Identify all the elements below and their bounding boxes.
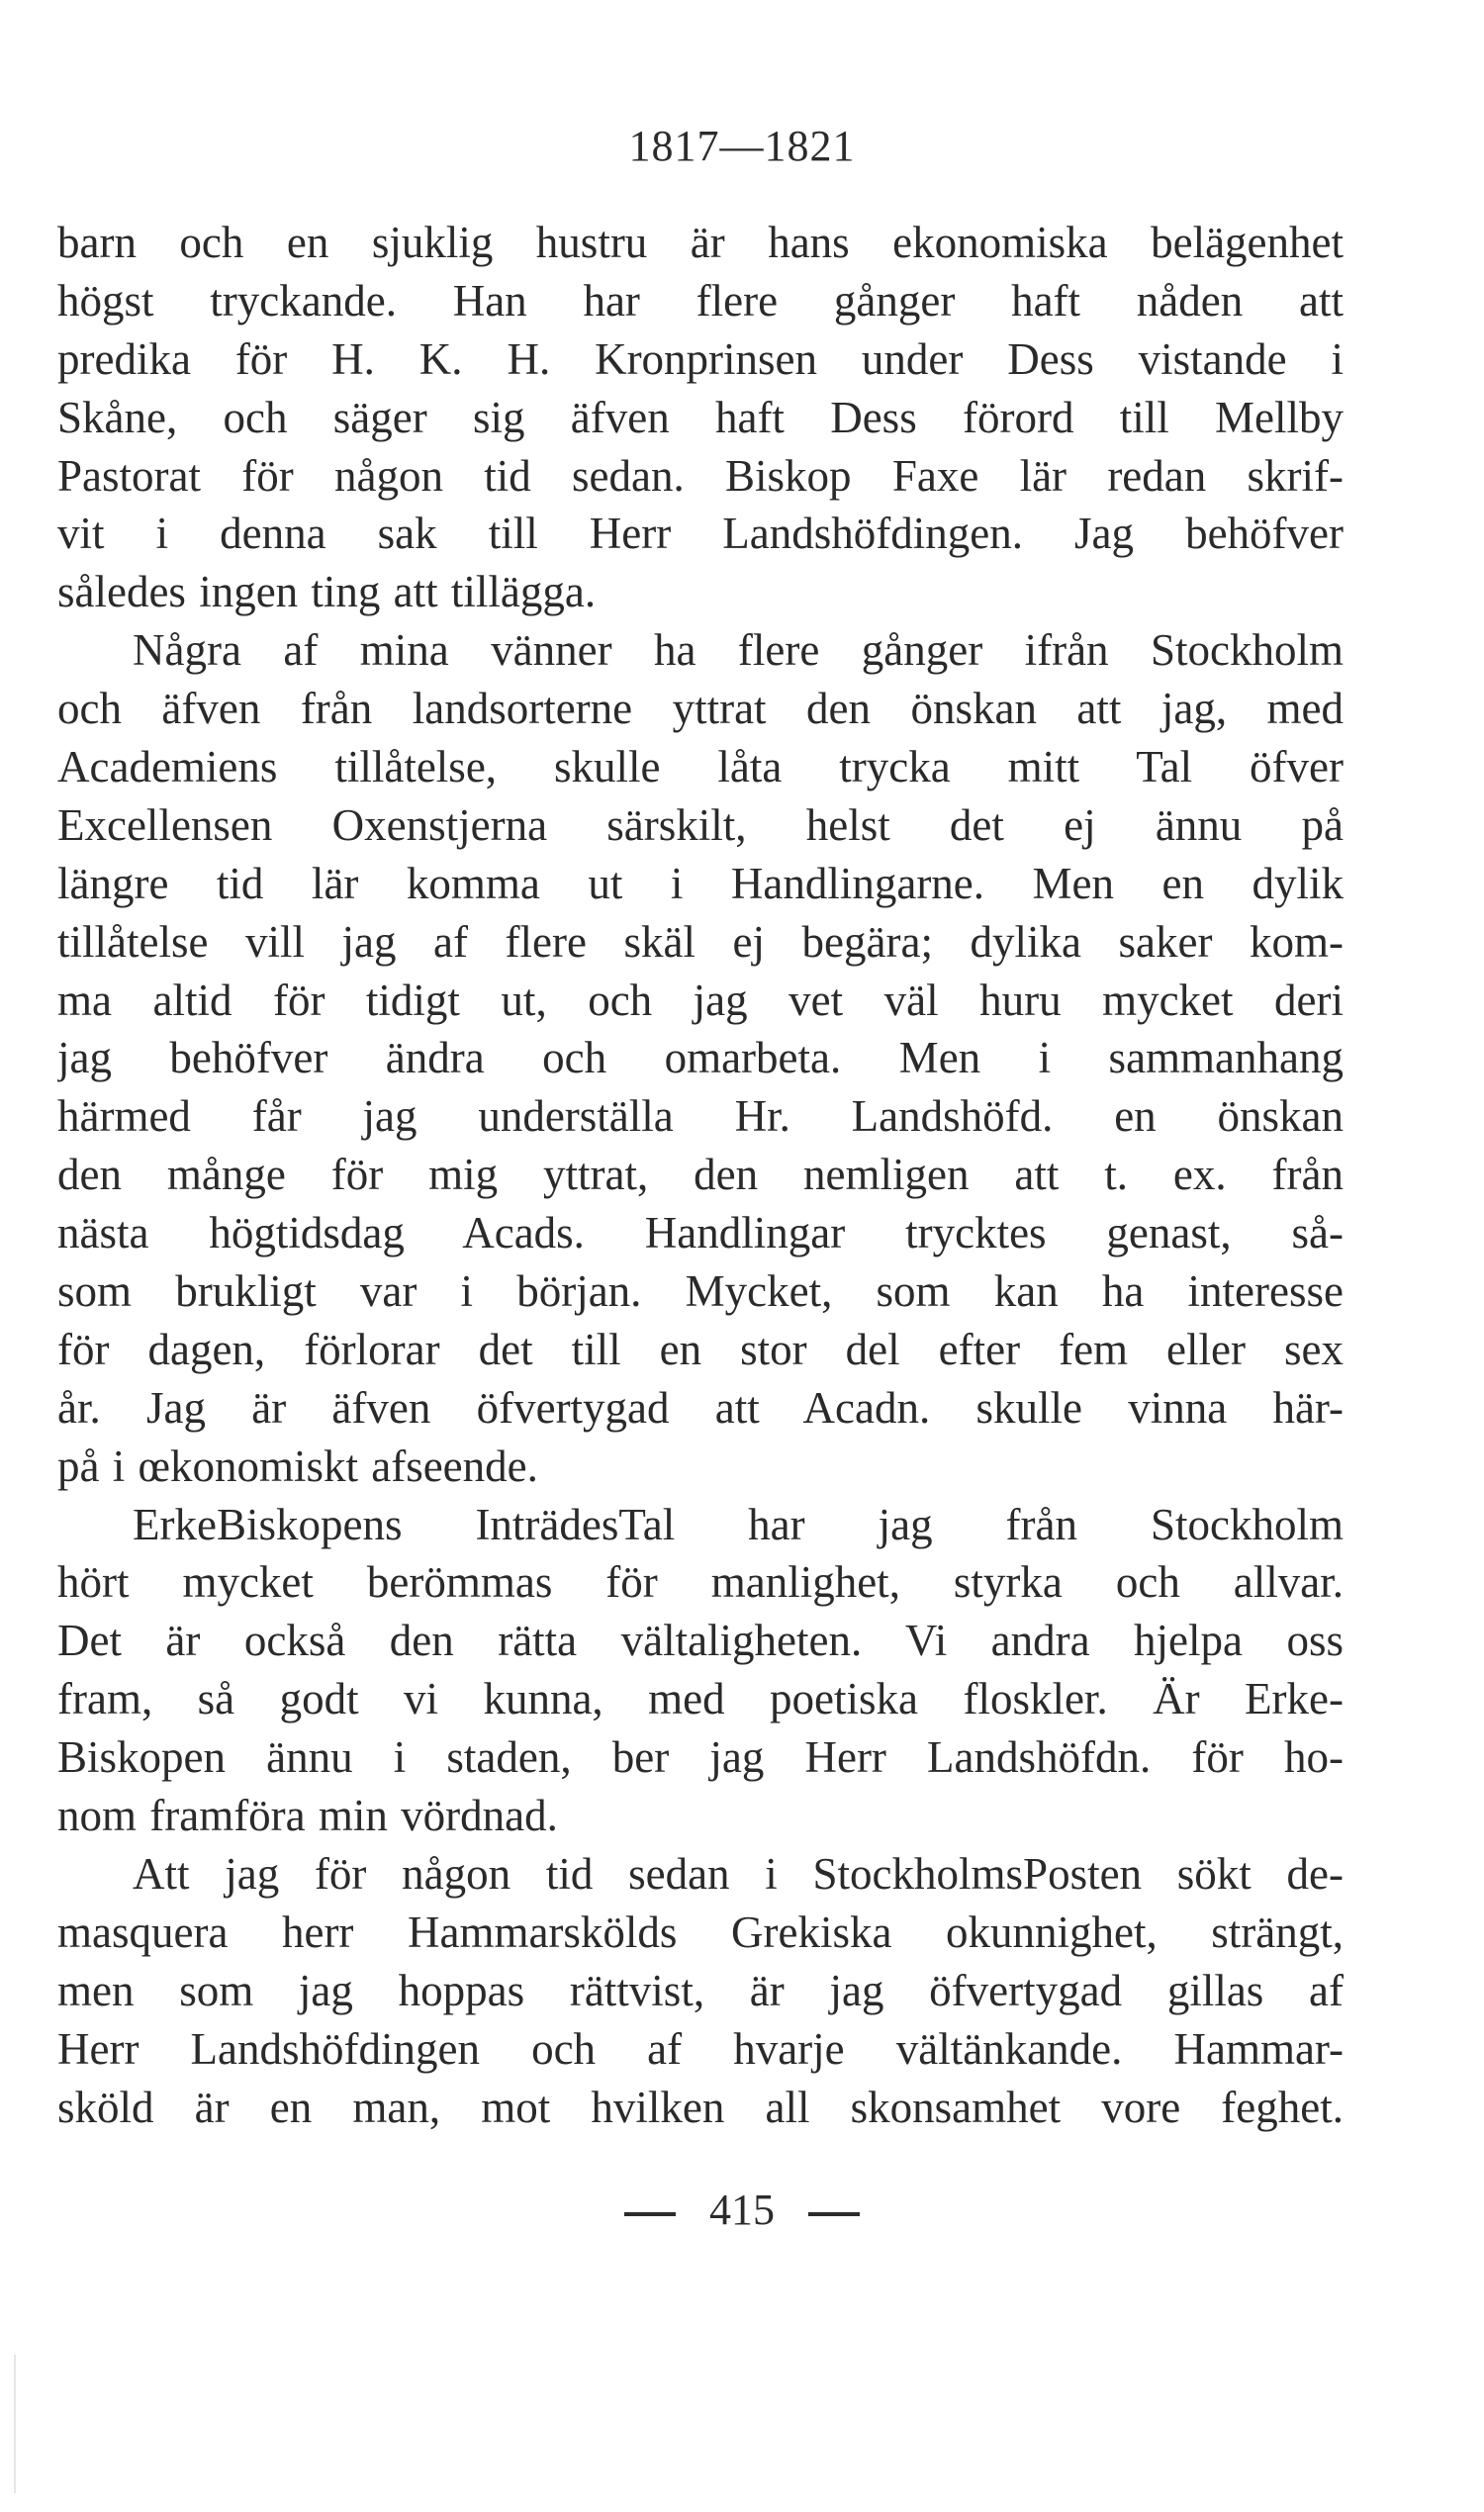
- text-line: Excellensen Oxenstjerna särskilt, helst det ej ännu på: [57, 799, 1344, 850]
- text-line: Academiens tillåtelse, skulle låta trycka mitt Tal öfver: [57, 742, 1344, 792]
- dash-left: [624, 2212, 676, 2216]
- text-line: fram, så godt vi kunna, med poetiska floskler. Är Erke-: [57, 1674, 1344, 1724]
- text-line: men som jag hoppas rättvist, är jag öfvertygad gillas af: [57, 1965, 1344, 2015]
- text-line: sköld är en man, mot hvilken all skonsamhet vore feghet.: [57, 2082, 1344, 2132]
- text-line: predika för H. K. H. Kronprinsen under Dess vistande i: [57, 333, 1344, 384]
- paragraph-first-line: Några af mina vänner ha flere gånger ifrån Stockholm: [133, 625, 1344, 676]
- text-line: härmed får jag underställa Hr. Landshöfd. en önskan: [57, 1091, 1344, 1142]
- text-line: Det är också den rätta vältaligheten. Vi andra hjelpa oss: [57, 1616, 1344, 1666]
- page-number-value: 415: [709, 2186, 775, 2234]
- text-line: högst tryckande. Han har flere gånger haft nåden att: [57, 275, 1344, 326]
- text-line: nom framföra min vördnad.: [57, 1791, 558, 1841]
- text-line: för dagen, förlorar det till en stor del efter fem eller sex: [57, 1324, 1344, 1374]
- page-number: [0, 2185, 1484, 2235]
- text-line: vit i denna sak till Herr Landshöfdingen. Jag behöfver: [57, 509, 1344, 559]
- text-line: längre tid lär komma ut i Handlingarne. Men en dylik: [57, 858, 1344, 908]
- text-line: Biskopen ännu i staden, ber jag Herr Landshöfdn. för ho-: [57, 1732, 1344, 1783]
- text-line: på i œkonomiskt afseende.: [57, 1441, 538, 1491]
- text-line: Skåne, och säger sig äfven haft Dess förord till Mellby: [57, 392, 1344, 442]
- text-line: Pastorat för någon tid sedan. Biskop Faxe lär redan skrif-: [57, 450, 1344, 501]
- text-line: således ingen ting att tillägga.: [57, 567, 597, 617]
- text-line: masquera herr Hammarskölds Grekiska okunnighet, strängt,: [57, 1907, 1344, 1957]
- running-head: 1817—1821: [628, 122, 856, 170]
- scan-edge-mark: [14, 2355, 16, 2493]
- body-text: [57, 214, 1344, 2136]
- text-line: hört mycket berömmas för manlighet, styrka och allvar.: [57, 1557, 1344, 1608]
- text-line: år. Jag är äfven öfvertygad att Acadn. skulle vinna här-: [57, 1382, 1344, 1433]
- text-line: ma altid för tidigt ut, och jag vet väl huru mycket deri: [57, 975, 1344, 1025]
- text-line: barn och en sjuklig hustru är hans ekonomiska belägenhet: [57, 218, 1344, 267]
- text-line: tillåtelse vill jag af flere skäl ej begära; dylika saker kom-: [57, 916, 1344, 967]
- text-line: som brukligt var i början. Mycket, som kan ha interesse: [57, 1266, 1344, 1317]
- paragraph-first-line: ErkeBiskopens InträdesTal har jag från Stockholm: [133, 1499, 1344, 1549]
- dash-right: [808, 2212, 860, 2216]
- text-line: jag behöfver ändra och omarbeta. Men i sammanhang: [57, 1033, 1344, 1083]
- text-line: den månge för mig yttrat, den nemligen att t. ex. från: [57, 1150, 1344, 1200]
- paragraph-first-line: Att jag för någon tid sedan i StockholmsPosten sökt de-: [133, 1848, 1344, 1899]
- text-line: nästa högtidsdag Acads. Handlingar trycktes genast, så-: [57, 1208, 1344, 1258]
- text-line: Herr Landshöfdingen och af hvarje vältänkande. Hammar-: [57, 2023, 1344, 2074]
- text-line: och äfven från landsorterne yttrat den önskan att jag, med: [57, 684, 1344, 734]
